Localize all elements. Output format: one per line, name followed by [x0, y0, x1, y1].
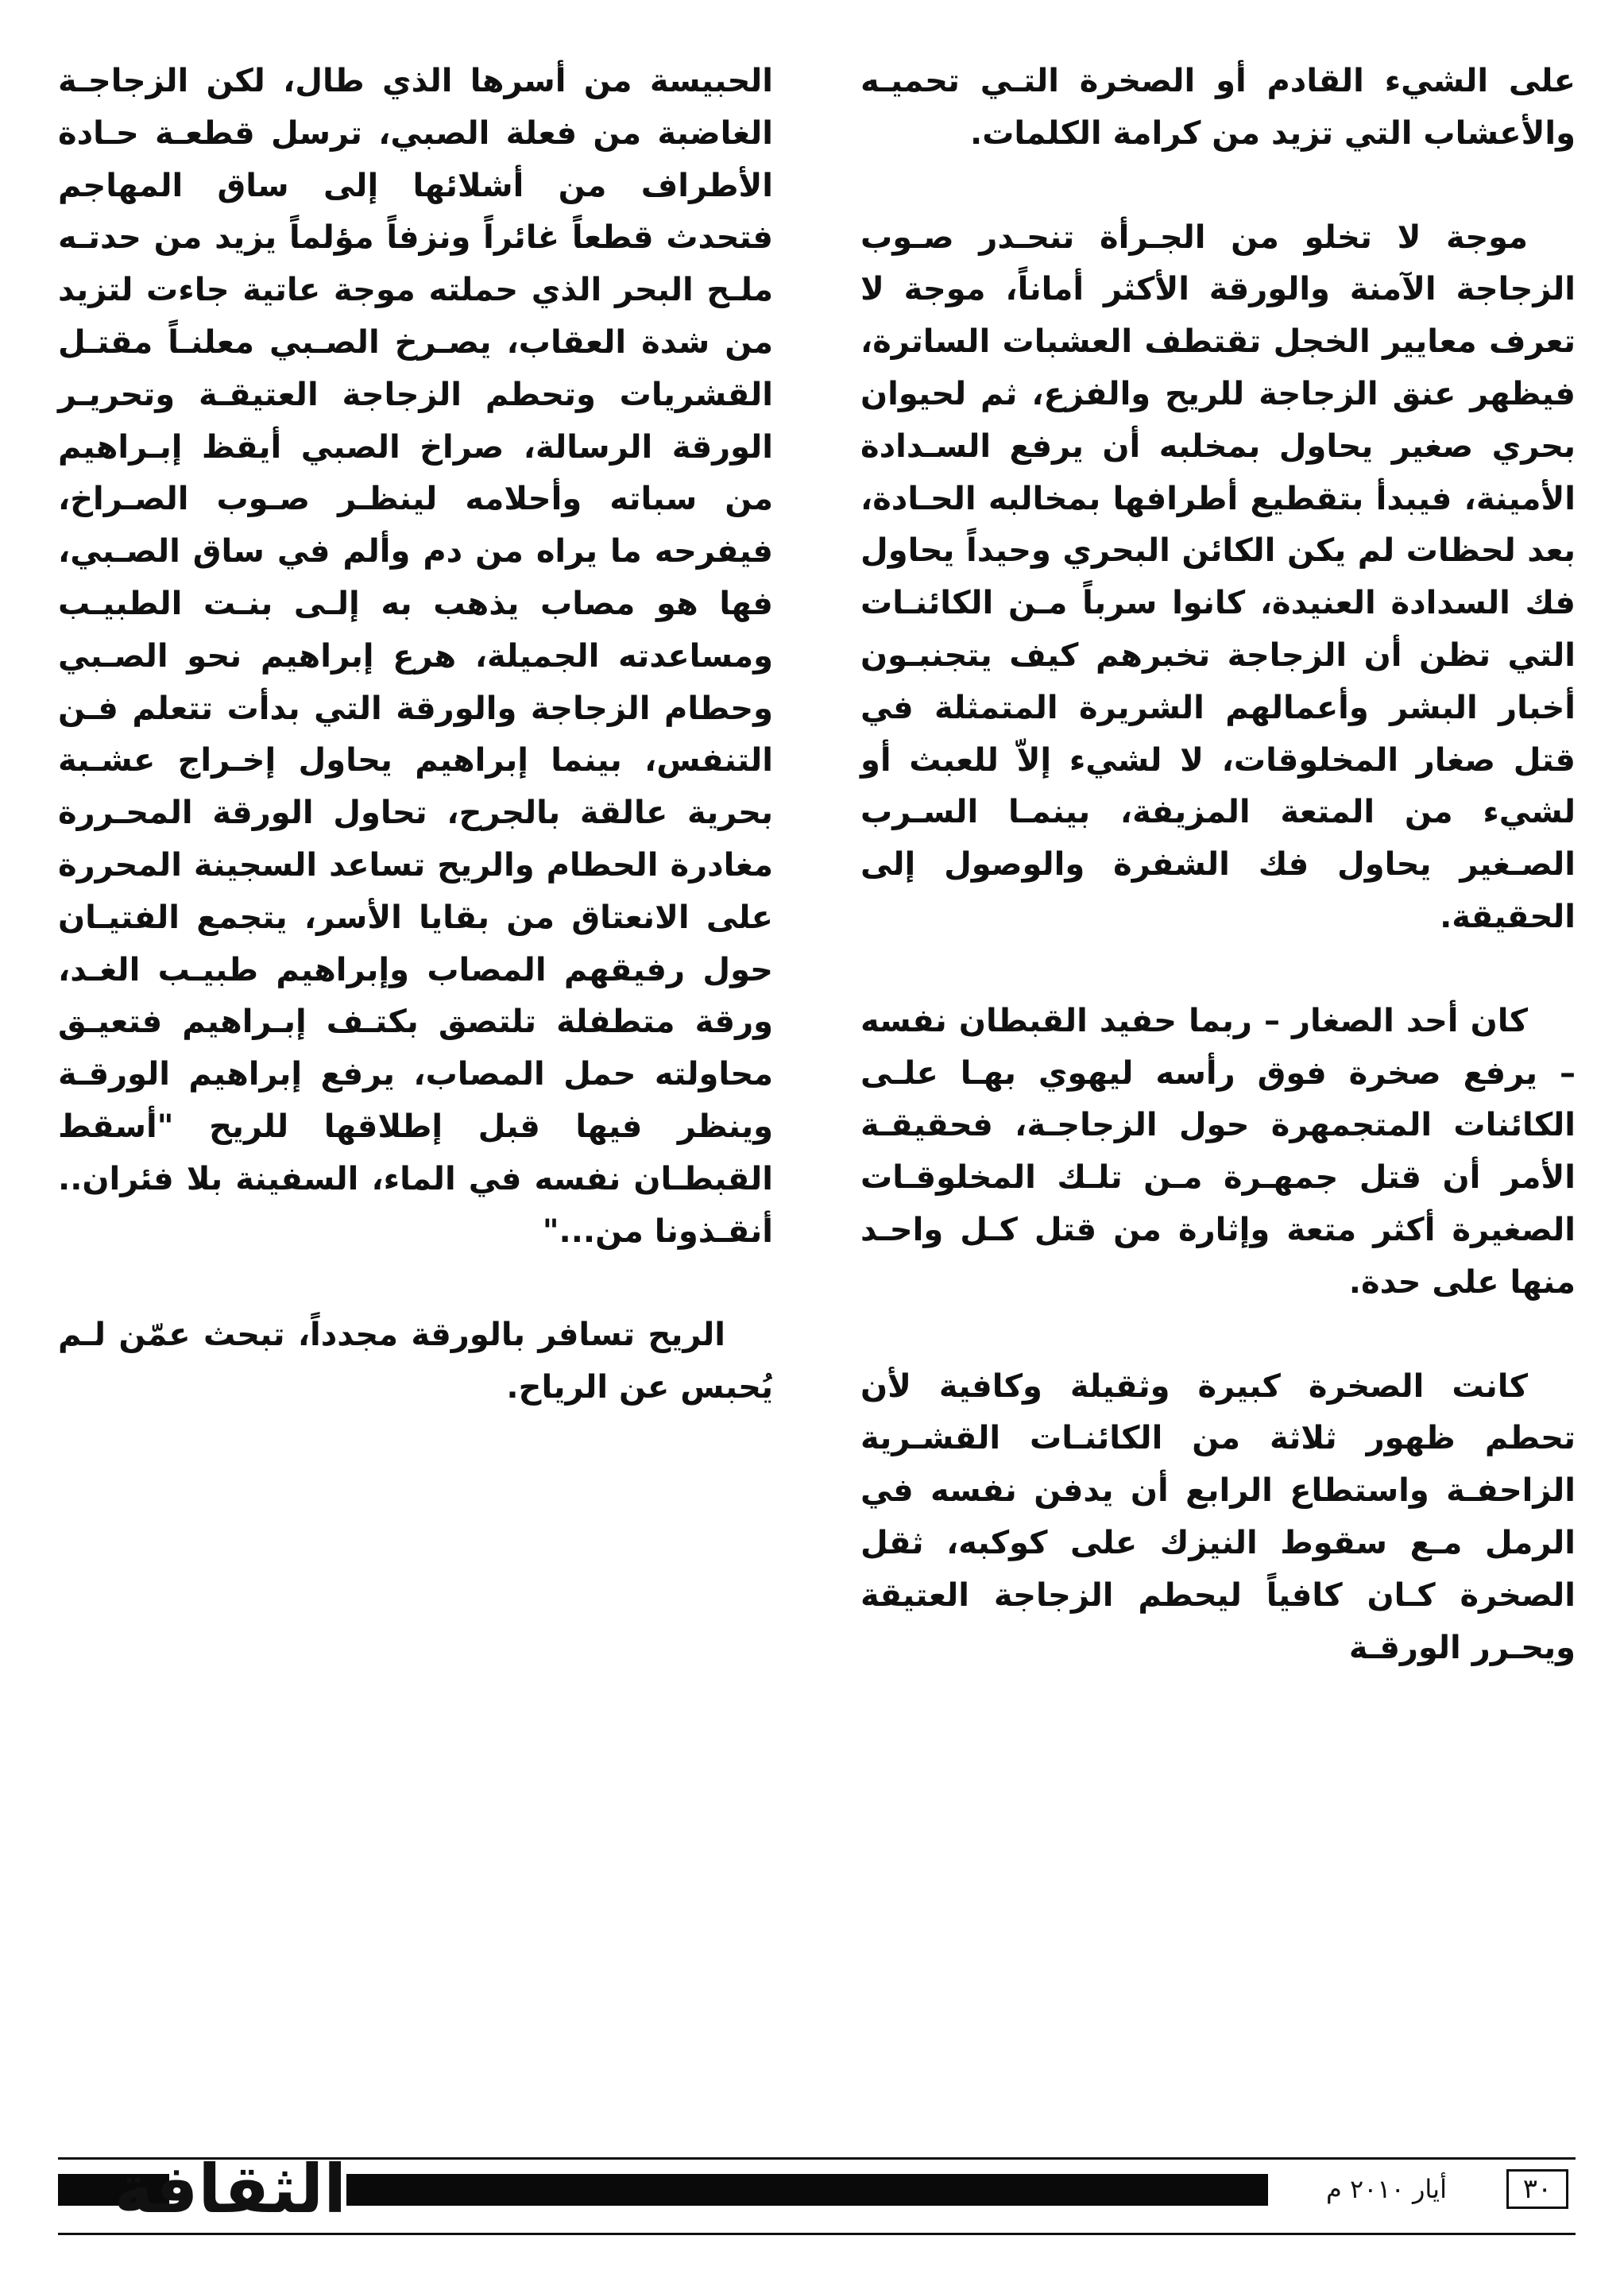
footer-bottom-rule: [58, 2233, 1576, 2235]
paragraph-continuation: على الشيء القادم أو الصخرة التـي تحميـه والأعشاب التي تزيد من كرامة الكلمات.: [860, 63, 1576, 152]
paragraph-bottle-revenge: الحبيسة من أسرها الذي طال، لكن الزجاجـة الغاضبة من فعلة الصبي، ترسل قطعـة حـادة الأطراف من أشلائها إلى ساق المهاجم فتحدث قطعاً غائراً ونزفاً مؤلماً يزيد من حدتـه ملـح البحر الذي حملته موجة عاتية جاءت لتزيد من شدة العقاب، يصـرخ الصـبي معلنـاً مقتـل القشريات وتحطم الزجاجة العتيقـة وتحريـر الورقة الرسالة، صراخ الصبي أيقظ إبـراهيم من سباته وأحلامه لينظـر صـوب الصـراخ، فيفرحه ما يراه من دم وألم في ساق الصـبي، فها هو مصاب يذهب به إلـى بنـت الطبيـب ومساعدته الجميلة، هرع إبراهيم نحو الصـبي وحطام الزجاجة والورقة التي بدأت تتعلم فـن التنفس، بينما إبراهيم يحاول إخـراج عشـبة بحرية عالقة بالجرح، تحاول الورقة المحـررة مغادرة الحطام والريح تساعد السجينة المحررة على الانعتاق من بقايا الأسر، يتجمع الفتيـان حول رفيقهم المصاب وإبراهيم طبيـب الغـد، ورقة متطفلة تلتصق بكتـف إبـراهيم فتعيـق محاولته حمل المصاب، يرفع إبراهيم الورقـة وينظر فيها قبل إطلاقها للريح "أسقط القبطـان نفسه في الماء، السفينة بلا فئران.. أنقـذونا من...": [58, 63, 773, 1250]
paragraph-boy-rock: كان أحد الصغار – ربما حفيد القبطان نفسه – يرفع صخرة فوق رأسه ليهوي بهـا علـى الكائنات المتجمهرة حول الزجاجـة، فحقيقـة الأمر أن قتل جمهـرة مـن تلـك المخلوقـات الصغيرة أكثر متعة وإثارة من قتل كـل واحـد منها على حدة.: [860, 1002, 1576, 1301]
footer-bar-center: [346, 2174, 1268, 2206]
issue-date: أيار ٢٠١٠ م: [1326, 2174, 1447, 2204]
paragraph-wave: موجة لا تخلو من الجـرأة تنحـدر صـوب الزجاجة الآمنة والورقة الأكثر أماناً، موجة لا تعرف معايير الخجل تقتطف العشبات الساترة، فيظهر عنق الزجاجة للريح والفزع، ثم لحيوان بحري صغير يحاول بمخلبه أن يرفع السـدادة الأمينة، فيبدأ بتقطيع أطرافها بمخالبه الحـادة، بعد لحظات لم يكن الكائن البحري وحيداً يحاول فك السدادة العنيدة، كانوا سرباً مـن الكائنـات التي تظن أن الزجاجة تخبرهم كيف يتجنبـون أخبار البشر وأعمالهم الشريرة المتمثلة في قتل صغار المخلوقات، لا لشيء إلاّ للعبث أو لشيء من المتعة المزيفة، بينمـا السـرب الصـغير يحاول فك الشفرة والوصول إلى الحقيقة.: [860, 219, 1576, 935]
article-column-right: [860, 56, 1576, 1674]
paragraph-closing: الريح تسافر بالورقة مجدداً، تبحث عمّن لـم يُحبس عن الرياح.: [58, 1317, 773, 1406]
article-column-left: [58, 56, 773, 1414]
paragraph-rock-falls: كانت الصخرة كبيرة وثقيلة وكافية لأن تحطم ظهور ثلاثة من الكائنـات القشـرية الزاحفـة واستطاع الرابع أن يدفن نفسه في الرمل مـع سقوط النيزك على كوكبه، ثقل الصخرة كـان كافياً ليحطم الزجاجة العتيقة ويحـرر الورقـة: [860, 1367, 1576, 1666]
magazine-logo: الثقافة: [114, 2150, 346, 2228]
page-number: ٣٠: [1506, 2169, 1568, 2209]
